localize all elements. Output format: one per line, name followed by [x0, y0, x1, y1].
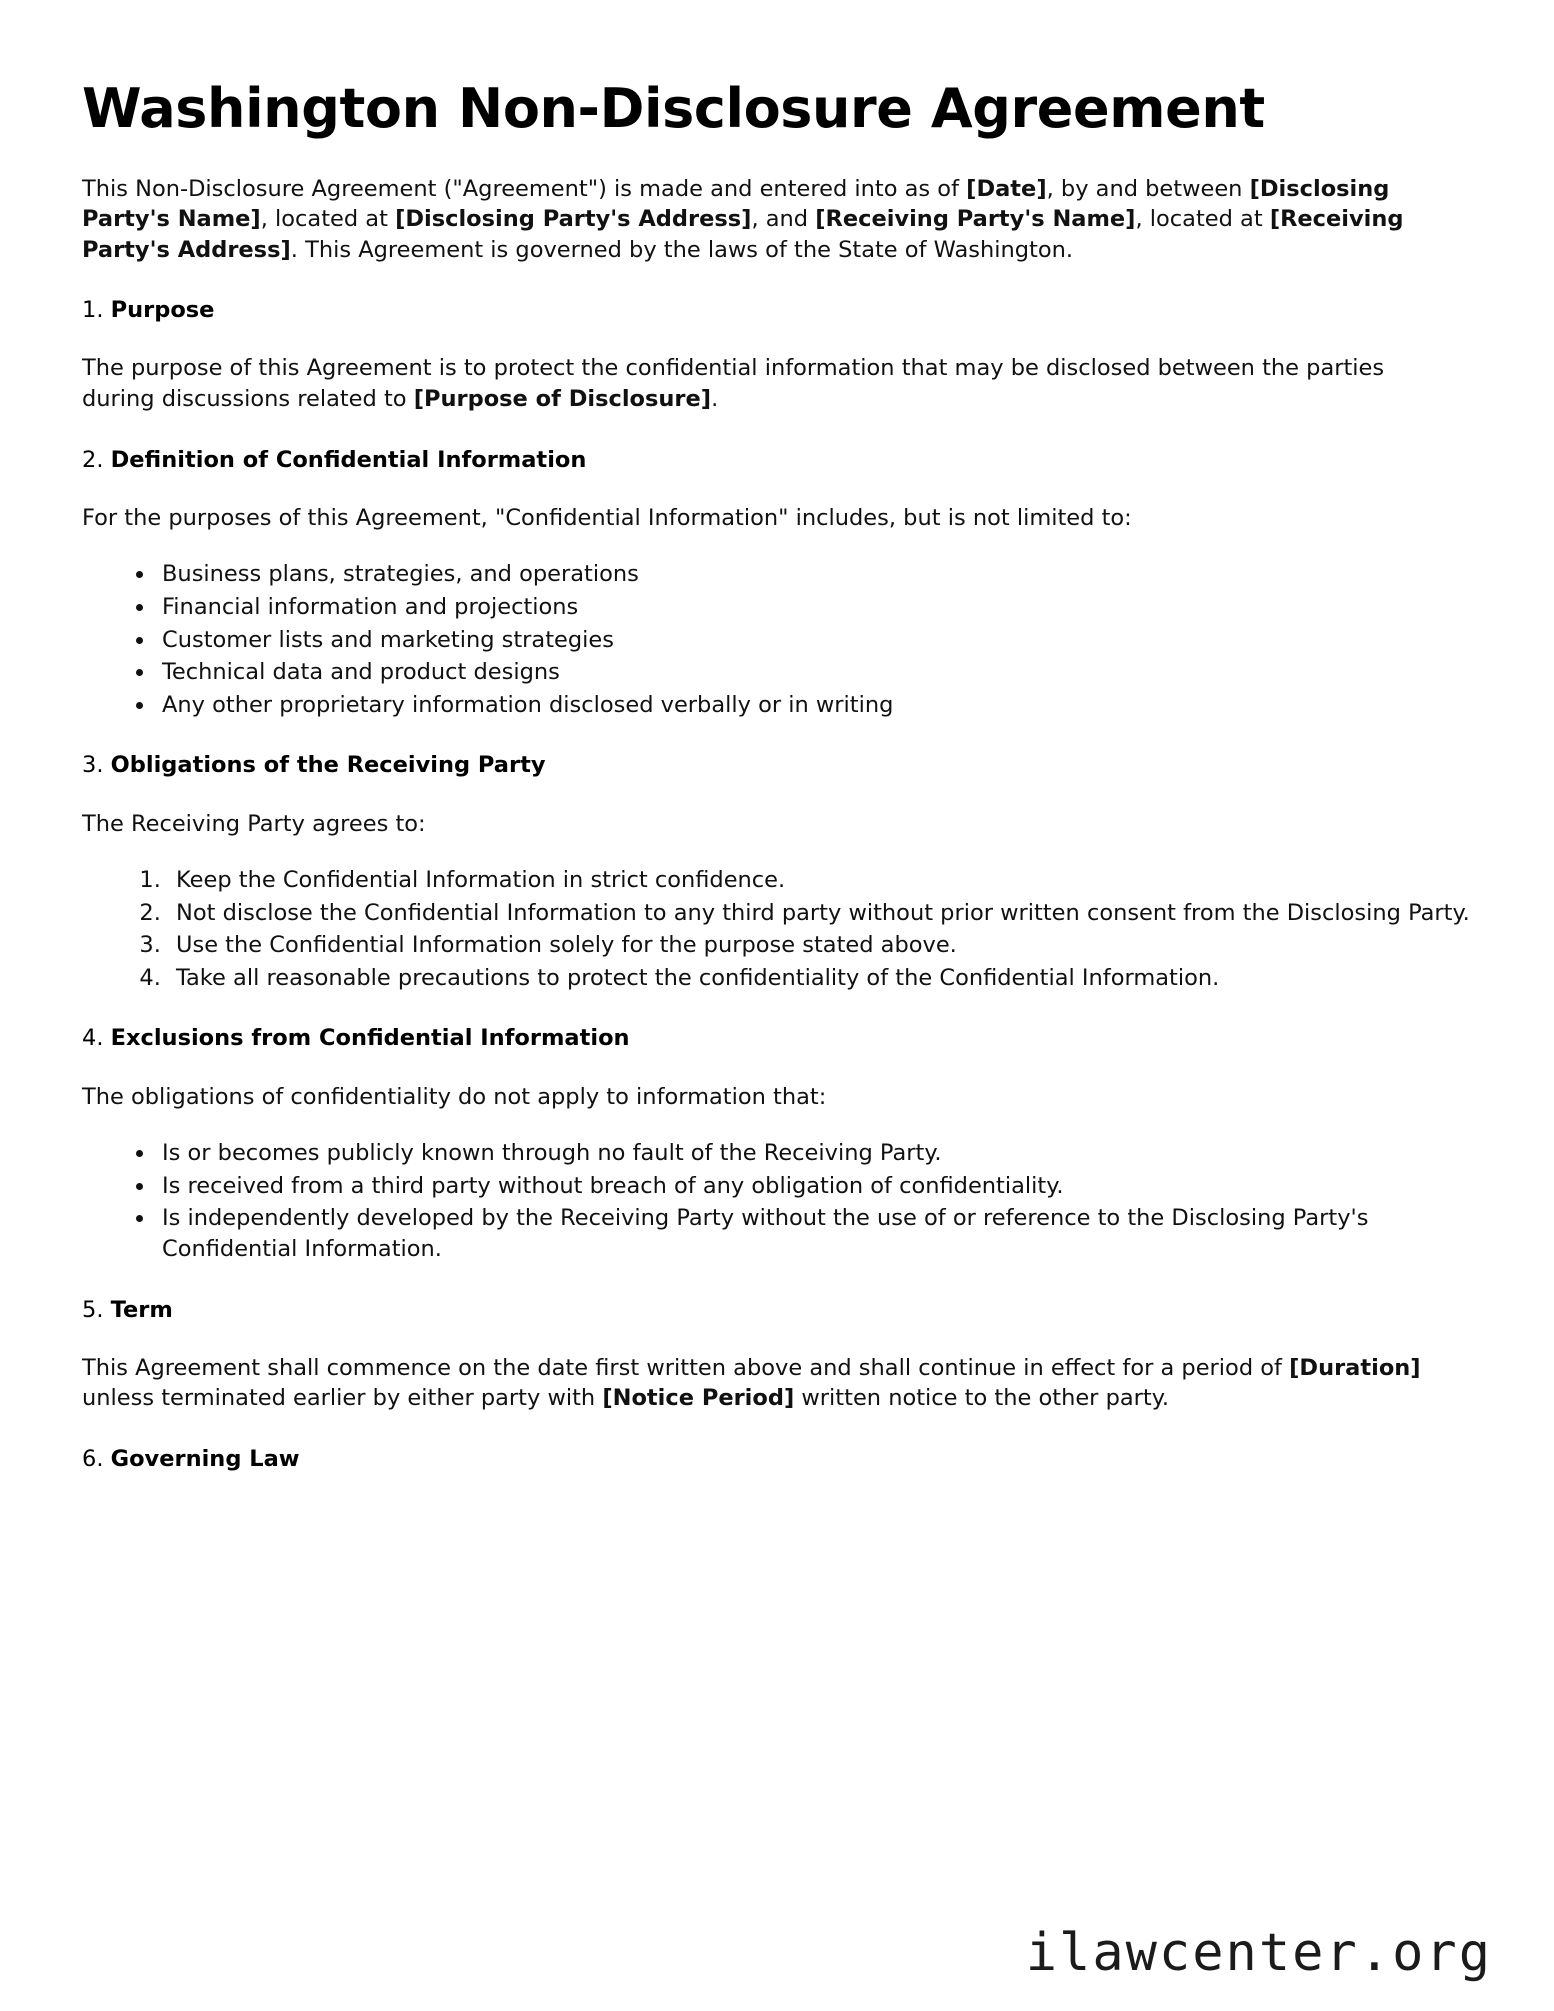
list-item: • Business plans, strategies, and operations — [156, 559, 1474, 590]
list-item: • Is independently developed by the Receiving Party without the use of or reference to the Disclosing Party's Confidential Information. — [156, 1203, 1474, 1264]
placeholder-receiving-party-name: [Receiving Party's Name] — [815, 206, 1136, 233]
section-title-4: Exclusions from Confidential Information — [110, 1025, 630, 1052]
section-number-6: 6. — [82, 1445, 104, 1472]
intro-text-part-6: . This Agreement is governed by the laws of the State of Washington. — [290, 236, 1074, 263]
list-item: 2. Not disclose the Confidential Information to any third party without prior written consent from the Disclosing Party. — [168, 898, 1474, 929]
section-5-text-part-1: This Agreement shall commence on the date first written above and shall continue in effect for a period of — [82, 1354, 1290, 1381]
section-1-body — [82, 353, 1437, 414]
list-item: • Any other proprietary information disclosed verbally or in writing — [156, 690, 1474, 721]
section-heading-5 — [82, 1295, 1474, 1325]
section-heading-6 — [82, 1444, 1474, 1474]
section-title-5: Term — [110, 1296, 173, 1323]
section-5-body — [82, 1353, 1437, 1414]
section-5-text-part-2: unless terminated earlier by either party with — [82, 1385, 603, 1412]
section-heading-4 — [82, 1023, 1474, 1053]
section-4-bullet-list — [82, 1138, 1474, 1264]
placeholder-disclosing-party-address: [Disclosing Party's Address] — [395, 206, 752, 233]
list-item: • Technical data and product designs — [156, 657, 1474, 688]
placeholder-date: [Date] — [966, 175, 1047, 202]
section-3-numbered-list — [82, 865, 1474, 993]
intro-text-part-5: , located at — [1135, 206, 1270, 233]
section-number-1: 1. — [82, 297, 104, 324]
section-4-body: The obligations of confidentiality do not apply to information that: — [82, 1083, 827, 1110]
section-heading-1 — [82, 295, 1474, 325]
section-5-text-part-3: written notice to the other party. — [794, 1385, 1169, 1412]
section-3-body: The Receiving Party agrees to: — [82, 810, 426, 837]
placeholder-receiving-party-address: [Receiving Party's Address] — [82, 206, 1404, 263]
placeholder-duration: [Duration] — [1289, 1354, 1421, 1381]
watermark: ilawcenter.org — [1025, 1923, 1492, 1983]
section-1-text-part-1: The purpose of this Agreement is to protect the confidential information that may be disclosed between the parties during discussions related to — [82, 355, 1385, 413]
intro-text-part-2: , by and between — [1046, 175, 1250, 202]
section-title-6: Governing Law — [110, 1445, 300, 1472]
section-number-5: 5. — [82, 1296, 104, 1323]
list-item: 3. Use the Confidential Information solely for the purpose stated above. — [168, 930, 1474, 961]
list-item: • Financial information and projections — [156, 592, 1474, 623]
section-2-bullet-list — [82, 559, 1474, 720]
placeholder-disclosing-party-name: [Disclosing Party's Name] — [82, 175, 1390, 233]
intro-paragraph — [82, 174, 1437, 266]
list-item: • Is received from a third party without breach of any obligation of confidentiality. — [156, 1171, 1474, 1202]
list-item: 4. Take all reasonable precautions to protect the confidentiality of the Confidential Information. — [168, 963, 1474, 994]
section-heading-3 — [82, 750, 1474, 780]
section-title-3: Obligations of the Receiving Party — [110, 752, 546, 779]
section-2-body: For the purposes of this Agreement, "Confidential Information" includes, but is not limited to: — [82, 504, 1132, 531]
intro-text-part-4: , and — [751, 206, 816, 233]
placeholder-purpose-of-disclosure: [Purpose of Disclosure] — [413, 386, 712, 413]
intro-text-part-3: , located at — [260, 206, 396, 233]
section-heading-2 — [82, 445, 1474, 475]
placeholder-notice-period: [Notice Period] — [602, 1385, 795, 1412]
intro-text-part-1: This Non-Disclosure Agreement ("Agreement") is made and entered into as of — [82, 175, 967, 202]
section-number-3: 3. — [82, 752, 104, 779]
list-item: • Is or becomes publicly known through no fault of the Receiving Party. — [156, 1138, 1474, 1169]
section-title-2: Definition of Confidential Information — [110, 446, 587, 473]
page-title: Washington Non-Disclosure Agreement — [82, 77, 1265, 140]
section-number-4: 4. — [82, 1025, 104, 1052]
section-title-1: Purpose — [110, 297, 215, 324]
section-number-2: 2. — [82, 446, 104, 473]
list-item: 1. Keep the Confidential Information in strict confidence. — [168, 865, 1474, 896]
list-item: • Customer lists and marketing strategies — [156, 625, 1474, 656]
section-1-text-part-2: . — [711, 386, 719, 413]
